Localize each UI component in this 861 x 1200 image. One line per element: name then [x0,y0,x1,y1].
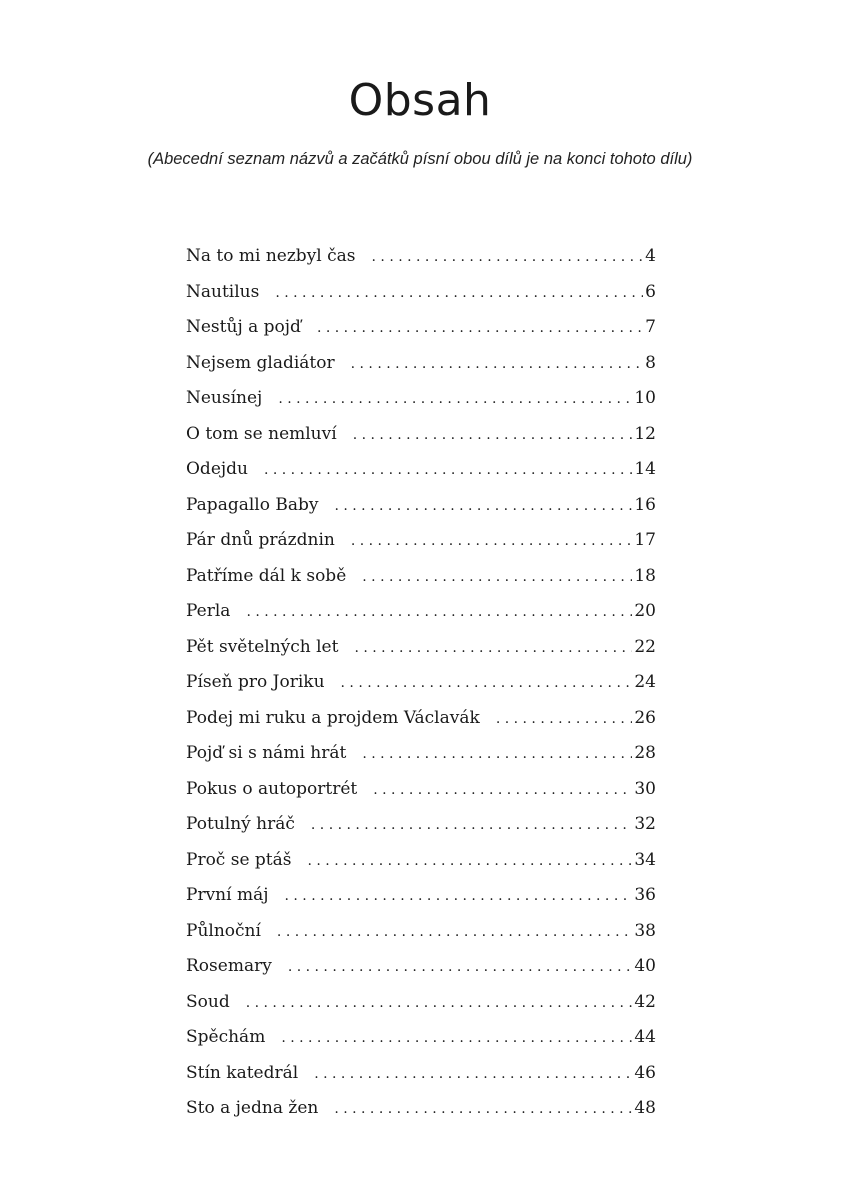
toc-entry-page-number: 8 [645,352,656,373]
toc-entry-page-number: 48 [634,1098,656,1118]
toc-entry-title: Potulný hráč [186,814,295,834]
toc-entry-title: Nejsem gladiátor [186,352,335,373]
toc-entry [186,1020,656,1056]
toc-entry-title: Nautilus [186,281,260,302]
toc-entry-page-number: 14 [634,459,656,479]
toc-entry [186,807,656,843]
toc-dot-leader [334,1092,632,1128]
toc-dot-leader [362,737,632,773]
toc-entry-title: Pojď si s námi hrát [186,743,347,763]
toc-entry-page-number: 10 [634,388,656,408]
toc-entry-page-number: 6 [645,281,656,302]
toc-entry [186,914,656,950]
toc-entry-title: Pár dnů prázdnin [186,530,335,550]
toc-entry [186,488,656,524]
toc-entry-title: Na to mi nezbyl čas [186,246,356,266]
toc-entry [186,878,656,914]
toc-entry [186,559,656,595]
toc-entry [186,239,656,275]
toc-dot-leader [308,844,633,880]
toc-entry-title: První máj [186,885,269,905]
toc-dot-leader [317,311,643,347]
toc-entry [186,772,656,808]
toc-entry-title: Papagallo Baby [186,494,319,515]
toc-dot-leader [278,382,632,418]
toc-entry [186,630,656,666]
toc-entry-page-number: 32 [634,814,656,834]
toc-entry-title: Odejdu [186,459,248,479]
toc-entry-title: Perla [186,601,231,621]
toc-entry [186,985,656,1021]
toc-entry-title: Pět světelných let [186,636,339,657]
toc-entry-title: Stín katedrál [186,1062,299,1083]
toc-dot-leader [285,879,633,915]
toc-entry-page-number: 30 [634,778,656,799]
toc-entry [186,949,656,985]
table-of-contents [186,239,656,1127]
toc-entry [186,701,656,737]
toc-dot-leader [334,489,632,525]
toc-dot-leader [281,1021,632,1057]
toc-entry [186,843,656,879]
toc-entry-page-number: 20 [634,601,656,621]
toc-entry [186,523,656,559]
toc-entry-title: O tom se nemluví [186,423,337,444]
toc-entry-title: Spěchám [186,1027,266,1047]
toc-entry-page-number: 46 [634,1062,656,1083]
toc-dot-leader [288,950,633,986]
toc-dot-leader [351,347,644,383]
toc-entry-page-number: 26 [634,707,656,728]
toc-entry-page-number: 42 [634,991,656,1012]
toc-entry-page-number: 36 [634,885,656,905]
toc-entry-title: Patříme dál k sobě [186,565,347,586]
toc-entry-title: Sto a jedna žen [186,1098,319,1118]
page-title: Obsah [348,75,492,126]
toc-dot-leader [372,240,644,276]
toc-dot-leader [353,418,633,454]
toc-entry-title: Podej mi ruku a projdem Václavák [186,707,480,728]
toc-entry-page-number: 4 [645,246,656,266]
toc-entry-title: Půlnoční [186,920,261,941]
toc-entry [186,381,656,417]
toc-entry [186,346,656,382]
toc-dot-leader [264,453,632,489]
toc-entry-page-number: 12 [634,423,656,444]
toc-entry [186,665,656,701]
toc-dot-leader [275,276,643,312]
toc-entry [186,1056,656,1092]
toc-dot-leader [246,986,633,1022]
toc-dot-leader [496,702,633,738]
toc-entry-title: Pokus o autoportrét [186,778,358,799]
toc-entry-page-number: 17 [634,530,656,550]
toc-entry-title: Neusínej [186,388,263,408]
toc-entry [186,417,656,453]
toc-entry-page-number: 34 [634,849,656,870]
toc-dot-leader [351,524,633,560]
toc-entry-page-number: 22 [634,636,656,657]
toc-entry [186,275,656,311]
toc-dot-leader [311,808,632,844]
toc-entry-title: Soud [186,991,230,1012]
toc-entry [186,452,656,488]
toc-entry-title: Nestůj a pojď [186,317,301,337]
toc-entry-page-number: 24 [634,672,656,692]
toc-entry-page-number: 40 [634,956,656,976]
toc-entry [186,1091,656,1127]
toc-dot-leader [314,1057,632,1093]
toc-entry-title: Proč se ptáš [186,849,292,870]
toc-entry-page-number: 7 [645,317,656,337]
toc-dot-leader [373,773,632,809]
toc-entry [186,736,656,772]
toc-dot-leader [341,666,633,702]
toc-dot-leader [277,915,632,951]
toc-dot-leader [354,631,632,667]
toc-entry-title: Píseň pro Joriku [186,672,325,692]
toc-entry-page-number: 18 [634,565,656,586]
toc-dot-leader [362,560,632,596]
toc-entry-title: Rosemary [186,956,272,976]
toc-entry-page-number: 38 [634,920,656,941]
toc-entry [186,594,656,630]
toc-entry-page-number: 28 [634,743,656,763]
toc-entry [186,310,656,346]
toc-entry-page-number: 16 [634,494,656,515]
toc-entry-page-number: 44 [634,1027,656,1047]
page-subtitle: (Abecední seznam názvů a začátků písní obou dílů je na konci tohoto dílu) [147,150,693,168]
toc-dot-leader [246,595,632,631]
